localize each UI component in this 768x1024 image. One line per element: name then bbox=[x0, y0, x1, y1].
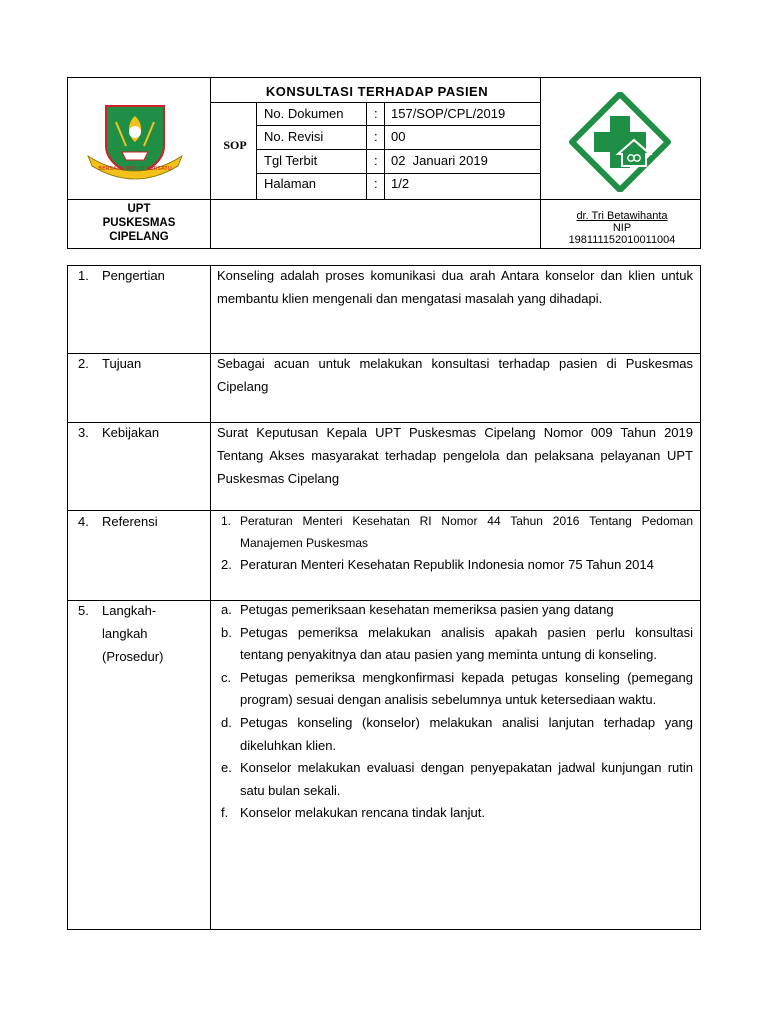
section-title-line-3: (Prosedur) bbox=[102, 649, 164, 664]
section-title: Tujuan bbox=[102, 356, 142, 371]
field-label-page: Halaman bbox=[264, 176, 317, 191]
list-marker: 1. bbox=[221, 514, 232, 528]
signatory-block bbox=[542, 210, 702, 246]
field-colon: : bbox=[374, 106, 378, 121]
list-item bbox=[217, 554, 670, 576]
section-label-tujuan bbox=[78, 352, 141, 375]
puskesmas-logo-icon bbox=[568, 92, 672, 192]
section-number: 4. bbox=[78, 514, 89, 529]
procedure-steps bbox=[217, 599, 693, 825]
step-marker: d. bbox=[221, 714, 232, 730]
step-text: Petugas pemeriksaan kesehatan memeriksa pasien yang datang bbox=[240, 602, 614, 617]
field-value-doc-number: 157/SOP/CPL/2019 bbox=[391, 106, 506, 121]
step-marker: b. bbox=[221, 624, 232, 640]
step-item-f bbox=[217, 802, 693, 825]
section-text-tujuan: Sebagai acuan untuk melakukan konsultasi terhadap pasien di Puskesmas Cipelang bbox=[217, 356, 693, 394]
org-line-3: CIPELANG bbox=[109, 231, 169, 243]
section-label-referensi bbox=[78, 510, 158, 533]
list-marker: 2. bbox=[221, 557, 232, 572]
signatory-name: dr. Tri Betawihanta bbox=[576, 210, 668, 222]
section-text-kebijakan: Surat Keputusan Kepala UPT Puskesmas Cipelang Nomor 009 Tahun 2019 Tentang Akses masyarakat terhadap pengelola dan pelaksana pelayanan UPT Puskesmas Cipelang bbox=[217, 425, 693, 486]
step-text: Konselor melakukan evaluasi dengan penyepakatan jadwal kunjungan rutin satu bulan sekali. bbox=[240, 760, 693, 798]
step-marker: f. bbox=[221, 805, 229, 821]
organization-name bbox=[68, 202, 210, 244]
step-item-c bbox=[217, 667, 693, 712]
regency-emblem-icon bbox=[86, 102, 184, 182]
nip-label: NIP bbox=[612, 222, 632, 234]
section-title: Pengertian bbox=[102, 268, 165, 283]
list-item-text: Peraturan Menteri Kesehatan RI Nomor 44 Tahun 2016 Tentang Pedoman Manajemen Puskesmas bbox=[240, 514, 693, 550]
field-colon: : bbox=[374, 176, 378, 191]
section-title: Referensi bbox=[102, 514, 158, 529]
section-label-kebijakan bbox=[78, 421, 159, 444]
section-number: 5. bbox=[78, 603, 89, 618]
document-title: KONSULTASI TERHADAP PASIEN bbox=[265, 84, 489, 99]
procedure-table bbox=[67, 265, 701, 930]
step-text: Konselor melakukan rencana tindak lanjut. bbox=[240, 805, 485, 821]
section-number: 1. bbox=[78, 268, 89, 283]
list-item-text: Peraturan Menteri Kesehatan Republik Indonesia nomor 75 Tahun 2014 bbox=[240, 557, 654, 572]
step-item-d bbox=[217, 712, 693, 757]
org-line-1: UPT bbox=[127, 203, 151, 215]
nip-value: 198111152010011004 bbox=[568, 234, 676, 246]
field-value-revision: 00 bbox=[391, 129, 406, 144]
section-title-line-2: langkah bbox=[102, 626, 148, 641]
field-label-revision: No. Revisi bbox=[264, 129, 324, 144]
step-marker: e. bbox=[221, 760, 232, 776]
sop-label: SOP bbox=[223, 138, 247, 152]
step-text: Petugas konseling (konselor) melakukan analisi lanjutan terhadap yang dikeluhkan klien. bbox=[240, 714, 693, 753]
field-colon: : bbox=[374, 129, 378, 144]
section-label-pengertian bbox=[78, 264, 165, 287]
reference-list bbox=[217, 510, 693, 576]
step-item-b bbox=[217, 622, 693, 667]
field-value-issue-date: 02 Januari 2019 bbox=[391, 153, 488, 168]
step-text: Petugas pemeriksa mengkonfirmasi kepada petugas konseling (pemegang program) sesuai dengan analisis sebelumnya untuk ketersediaan waktu. bbox=[240, 669, 693, 708]
field-colon: : bbox=[374, 153, 378, 168]
step-marker: c. bbox=[221, 669, 232, 685]
field-label-doc-number: No. Dokumen bbox=[264, 106, 344, 121]
step-item-e bbox=[217, 757, 693, 802]
list-item bbox=[217, 510, 693, 554]
emblem-ribbon-text: BERSATU PADUH BERSATU bbox=[98, 166, 172, 172]
section-title-line-1: Langkah- bbox=[102, 603, 157, 618]
header-table bbox=[67, 77, 701, 249]
section-label-prosedur bbox=[78, 599, 163, 668]
field-label-issue-date: Tgl Terbit bbox=[264, 153, 318, 168]
org-line-2: PUSKESMAS bbox=[102, 217, 176, 229]
step-text: Petugas pemeriksa melakukan analisis apakah pasien perlu konsultasi tentang penyakitnya dan atau pasien yang meminta untung di konseling. bbox=[240, 624, 693, 663]
section-title: Kebijakan bbox=[102, 425, 160, 440]
section-text-pengertian: Konseling adalah proses komunikasi dua arah Antara konselor dan klien untuk membantu klien mengenali dan mengatasi masalah yang dihadapi. bbox=[217, 268, 693, 306]
step-marker: a. bbox=[221, 602, 232, 617]
section-number: 3. bbox=[78, 425, 89, 440]
step-item-a bbox=[217, 599, 693, 622]
section-number: 2. bbox=[78, 356, 89, 371]
field-value-page: 1/2 bbox=[391, 176, 410, 191]
